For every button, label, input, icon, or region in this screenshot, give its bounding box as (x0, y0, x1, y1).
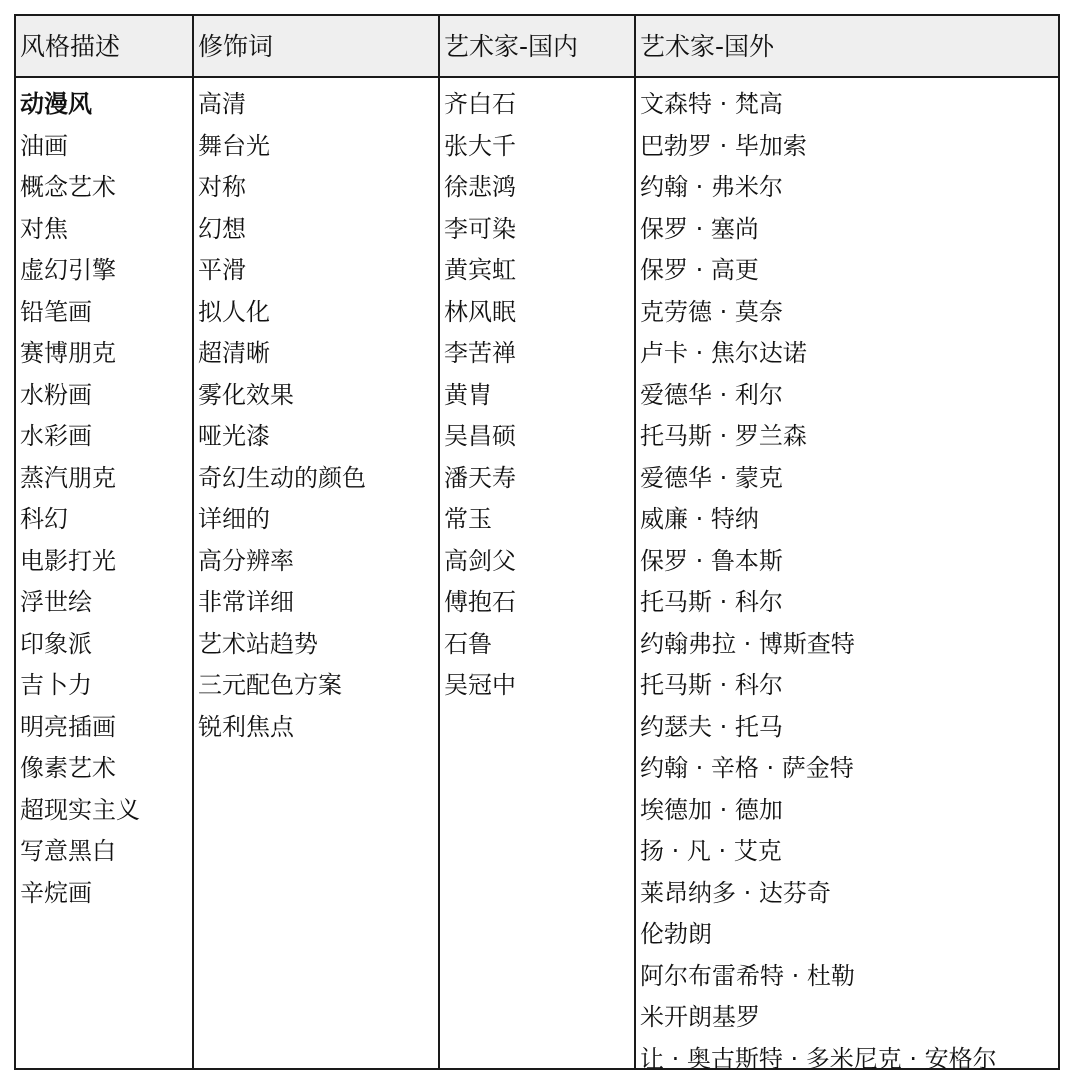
foreign-artist-cell: 约瑟夫 · 托马 (640, 712, 783, 741)
domestic-artist-cell: 张大千 (444, 131, 516, 160)
domestic-artist-cell: 常玉 (444, 505, 492, 533)
domestic-artist-cell: 李可染 (444, 214, 516, 243)
style-cell: 写意黑白 (20, 837, 116, 865)
foreign-artist-cell: 伦勃朗 (640, 920, 712, 948)
domestic-artist-cell: 黄胄 (444, 380, 492, 409)
header-modifier: 修饰词 (198, 32, 274, 61)
modifier-cell: 舞台光 (198, 131, 270, 160)
modifier-cell: 平滑 (198, 256, 246, 284)
foreign-artist-cell: 托马斯 · 罗兰森 (640, 422, 807, 450)
header-artist-domestic: 艺术家-国内 (444, 32, 579, 61)
domestic-artist-cell: 吴昌硕 (444, 422, 516, 450)
style-column (16, 84, 192, 914)
style-cell: 虚幻引擎 (20, 256, 116, 284)
domestic-artist-cell: 黄宾虹 (444, 256, 516, 284)
modifier-cell: 高分辨率 (198, 546, 294, 575)
modifier-cell: 锐利焦点 (198, 712, 294, 741)
domestic-artist-cell: 傅抱石 (444, 588, 516, 616)
domestic-artist-cell: 林风眠 (444, 297, 516, 326)
foreign-artist-cell: 约翰 · 辛格 · 萨金特 (640, 754, 854, 782)
foreign-artist-cell: 约翰弗拉 · 博斯查特 (640, 629, 855, 658)
style-cell: 油画 (20, 131, 68, 160)
foreign-artist-cell: 让 · 奥古斯特 · 多米尼克 · 安格尔 (640, 1044, 997, 1073)
modifier-cell: 奇幻生动的颜色 (198, 463, 366, 492)
style-cell: 水彩画 (20, 422, 92, 450)
style-cell: 超现实主义 (20, 795, 140, 824)
style-cell: 吉卜力 (20, 671, 92, 699)
style-cell: 水粉画 (20, 380, 92, 409)
modifier-cell: 超清晰 (198, 339, 270, 367)
foreign-artist-cell: 爱德华 · 蒙克 (640, 463, 783, 492)
modifier-cell: 哑光漆 (198, 422, 270, 450)
style-cell: 动漫风 (20, 90, 92, 118)
foreign-artist-cell: 克劳德 · 莫奈 (640, 297, 783, 326)
style-cell: 浮世绘 (20, 588, 92, 616)
foreign-artist-cell: 文森特 · 梵高 (640, 90, 783, 118)
domestic-artist-cell: 齐白石 (444, 90, 516, 118)
foreign-artist-cell: 威廉 · 特纳 (640, 505, 759, 533)
modifier-cell: 拟人化 (198, 297, 270, 326)
style-cell: 印象派 (20, 629, 92, 658)
modifier-cell: 幻想 (198, 214, 246, 243)
domestic-artist-cell: 李苦禅 (444, 339, 516, 367)
modifier-cell: 三元配色方案 (198, 671, 342, 699)
domestic-artist-cell: 高剑父 (444, 546, 516, 575)
modifier-cell: 雾化效果 (198, 380, 294, 409)
foreign-artist-cell: 保罗 · 塞尚 (640, 214, 759, 243)
foreign-artist-cell: 卢卡 · 焦尔达诺 (640, 339, 807, 367)
foreign-artist-cell: 阿尔布雷希特 · 杜勒 (640, 961, 855, 990)
foreign-artist-cell: 米开朗基罗 (640, 1003, 760, 1031)
header-style: 风格描述 (20, 32, 121, 61)
foreign-artist-cell: 巴勃罗 · 毕加索 (640, 131, 807, 160)
foreign-artist-cell: 埃德加 · 德加 (640, 795, 783, 824)
style-cell: 概念艺术 (20, 173, 116, 201)
modifier-cell: 高清 (198, 90, 246, 118)
header-artist-foreign: 艺术家-国外 (640, 32, 775, 61)
domestic-artist-cell: 潘天寿 (444, 463, 516, 492)
foreign-artist-cell: 爱德华 · 利尔 (640, 380, 783, 409)
modifier-cell: 艺术站趋势 (198, 629, 318, 658)
style-cell: 赛博朋克 (20, 339, 116, 367)
domestic-artist-cell: 吴冠中 (444, 671, 516, 699)
style-cell: 像素艺术 (20, 754, 116, 782)
foreign-artist-cell: 托马斯 · 科尔 (640, 671, 783, 699)
modifier-cell: 非常详细 (198, 588, 294, 616)
foreign-artist-cell: 保罗 · 高更 (640, 256, 759, 284)
foreign-artist-column (636, 84, 1056, 1080)
style-cell: 对焦 (20, 214, 68, 243)
foreign-artist-cell: 托马斯 · 科尔 (640, 588, 783, 616)
style-cell: 蒸汽朋克 (20, 463, 116, 492)
foreign-artist-cell: 保罗 · 鲁本斯 (640, 546, 783, 575)
modifier-column (194, 84, 438, 748)
domestic-artist-cell: 徐悲鸿 (444, 173, 516, 201)
domestic-artist-cell: 石鲁 (444, 629, 492, 658)
style-cell: 电影打光 (20, 546, 116, 575)
foreign-artist-cell: 莱昂纳多 · 达芬奇 (640, 878, 831, 907)
style-cell: 辛烷画 (20, 878, 92, 907)
style-cell: 科幻 (20, 505, 68, 533)
foreign-artist-cell: 扬 · 凡 · 艾克 (640, 837, 782, 865)
artist-style-table (14, 14, 1060, 1073)
domestic-artist-column (440, 84, 634, 707)
table-header-row (16, 16, 1058, 78)
foreign-artist-cell: 约翰 · 弗米尔 (640, 173, 783, 201)
style-cell: 铅笔画 (20, 297, 92, 326)
modifier-cell: 详细的 (198, 505, 270, 533)
modifier-cell: 对称 (198, 173, 246, 201)
style-cell: 明亮插画 (20, 712, 116, 741)
